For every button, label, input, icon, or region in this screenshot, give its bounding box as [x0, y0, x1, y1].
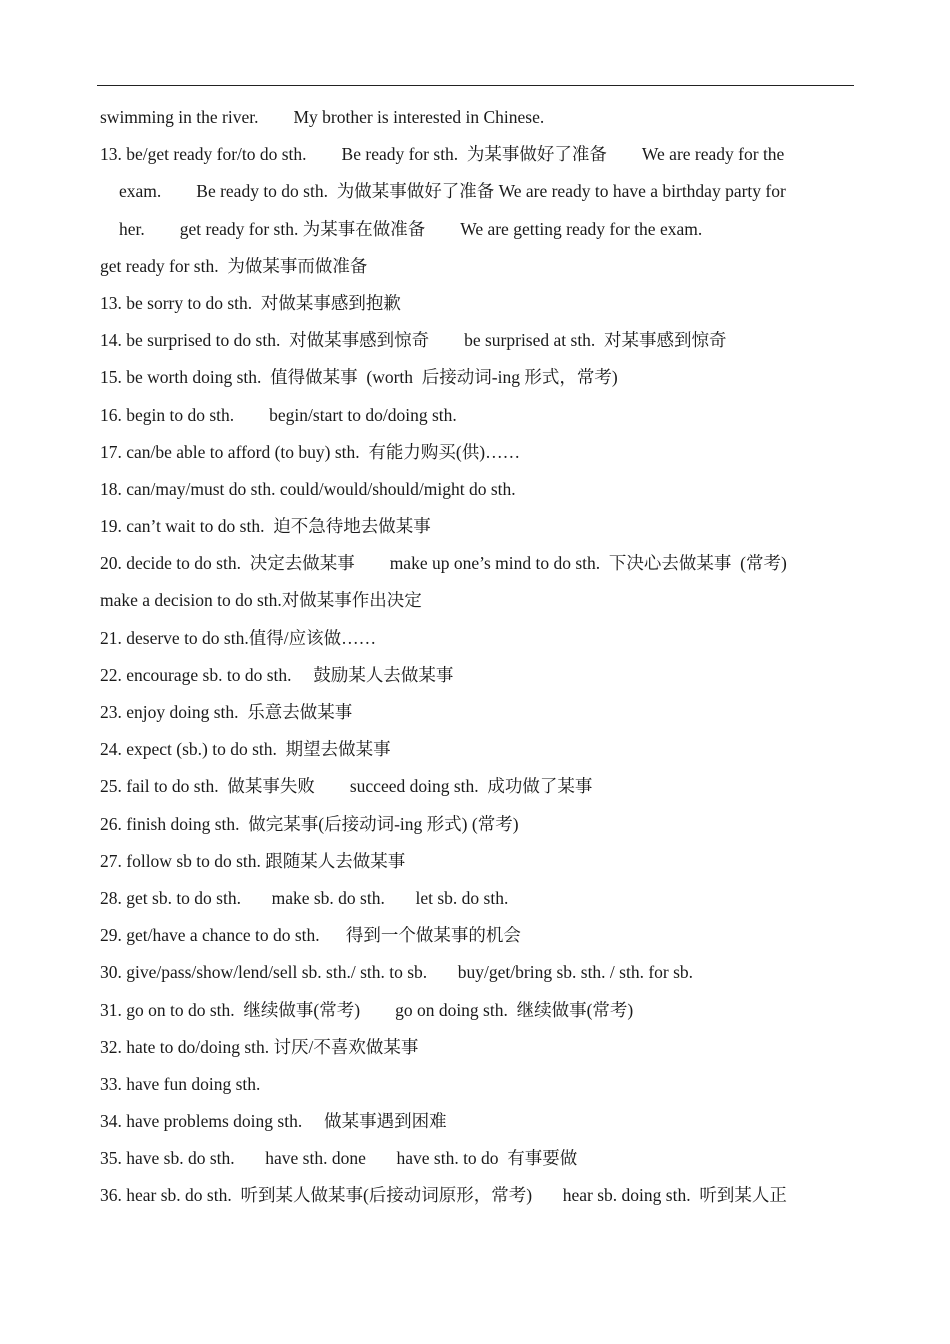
text-line: 33. have fun doing sth. — [100, 1073, 261, 1094]
text-line: 22. encourage sb. to do sth. 鼓励某人去做某事 — [100, 664, 454, 685]
text-line: 27. follow sb to do sth. 跟随某人去做某事 — [100, 850, 406, 871]
text-line: make a decision to do sth.对做某事作出决定 — [100, 590, 422, 611]
text-line: 16. begin to do sth. begin/start to do/doing sth. — [100, 404, 457, 425]
text-line: 20. decide to do sth. 决定去做某事 make up one’s mind to do sth. 下决心去做某事 (常考) — [100, 553, 787, 574]
text-line: 18. can/may/must do sth. could/would/should/might do sth. — [100, 478, 516, 499]
text-line: exam. Be ready to do sth. 为做某事做好了准备 We are ready to have a birthday party for — [119, 181, 786, 202]
text-line: 36. hear sb. do sth. 听到某人做某事(后接动词原形，常考) hear sb. doing sth. 听到某人正 — [100, 1185, 787, 1206]
header-rule — [97, 85, 854, 86]
text-line: 28. get sb. to do sth. make sb. do sth. let sb. do sth. — [100, 887, 509, 908]
text-line: 23. enjoy doing sth. 乐意去做某事 — [100, 702, 353, 722]
text-line: 29. get/have a chance to do sth. 得到一个做某事的机会 — [100, 925, 521, 946]
text-line: 17. can/be able to afford (to buy) sth. 有能力购买(供)…… — [100, 441, 521, 462]
text-line: 25. fail to do sth. 做某事失败 succeed doing sth. 成功做了某事 — [100, 776, 593, 797]
text-line: 35. have sb. do sth. have sth. done have sth. to do 有事要做 — [100, 1148, 578, 1169]
text-line: 26. finish doing sth. 做完某事(后接动词-ing 形式) (常考) — [100, 813, 519, 834]
text-line: 14. be surprised to do sth. 对做某事感到惊奇 be surprised at sth. 对某事感到惊奇 — [100, 330, 727, 351]
text-line: get ready for sth. 为做某事而做准备 — [100, 255, 368, 276]
text-line: 15. be worth doing sth. 值得做某事 (worth 后接动词-ing 形式，常考) — [100, 367, 618, 388]
text-line: 24. expect (sb.) to do sth. 期望去做某事 — [100, 739, 391, 760]
text-line: 34. have problems doing sth. 做某事遇到困难 — [100, 1111, 447, 1132]
text-line: 31. go on to do sth. 继续做事(常考) go on doing sth. 继续做事(常考) — [100, 999, 634, 1020]
text-line: 13. be sorry to do sth. 对做某事感到抱歉 — [100, 292, 401, 313]
text-line: 19. can’t wait to do sth. 迫不急待地去做某事 — [100, 516, 431, 537]
text-line: her. get ready for sth. 为某事在做准备 We are getting ready for the exam. — [119, 218, 703, 239]
text-line: 32. hate to do/doing sth. 讨厌/不喜欢做某事 — [100, 1036, 419, 1057]
document-body — [100, 99, 860, 1215]
text-line: 21. deserve to do sth.值得/应该做…… — [100, 627, 377, 648]
text-line: 13. be/get ready for/to do sth. Be ready for sth. 为某事做好了准备 We are ready for the — [100, 144, 785, 165]
text-line: swimming in the river. My brother is interested in Chinese. — [100, 107, 545, 127]
text-line: 30. give/pass/show/lend/sell sb. sth./ sth. to sb. buy/get/bring sb. sth. / sth. for sb. — [100, 962, 694, 983]
